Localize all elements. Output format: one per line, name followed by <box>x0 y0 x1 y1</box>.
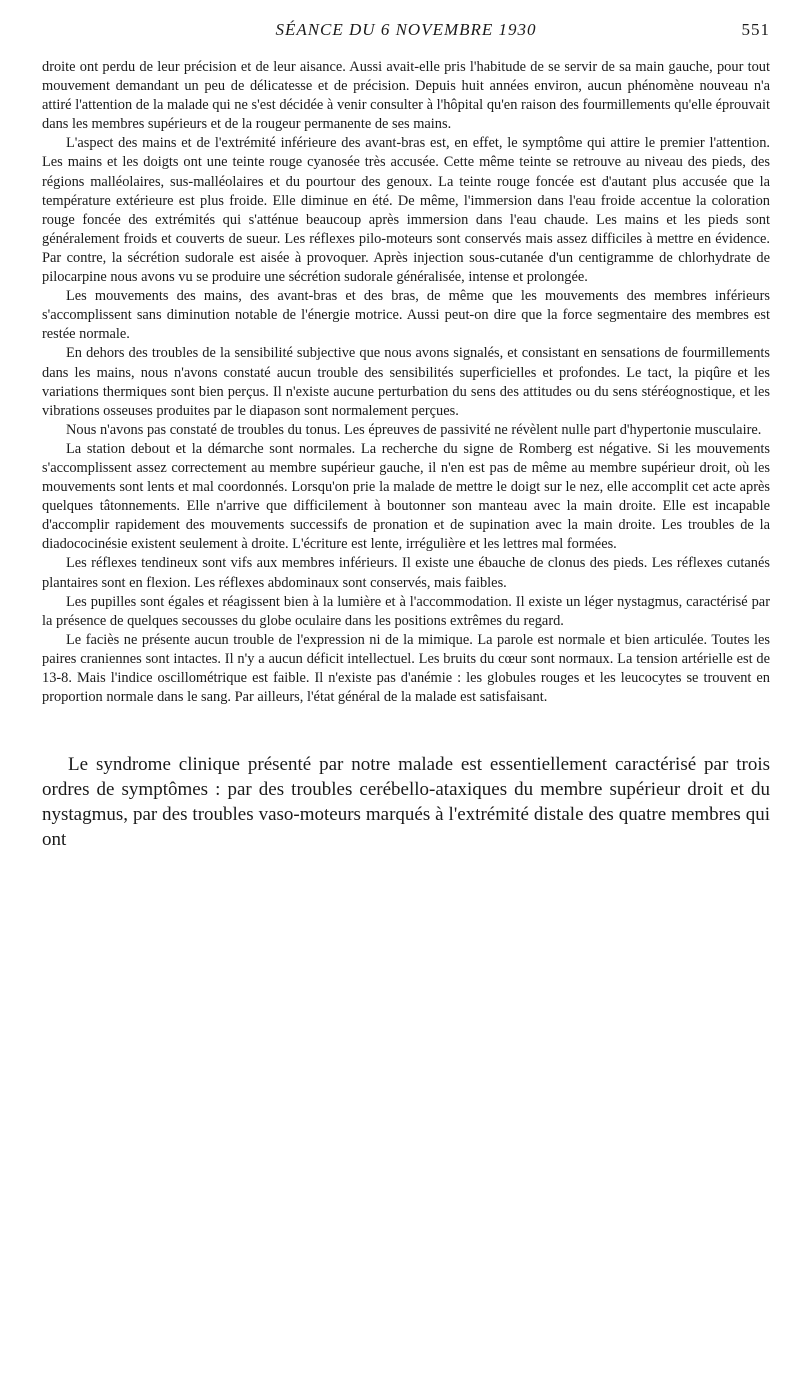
paragraph-station: La station debout et la démarche sont normales. La recherche du signe de Romberg est négative. Si les mouvements s'accomplissent assez correctement au membre supérieur gauche, il n'en est pas de même au membre supérieur droit, où les mouvements sont lents et mal coordonnés. Lorsqu'on prie la malade de mettre le doigt sur le nez, elle accomplit cet acte après quelques tâtonnements. Elle n'arrive que difficilement à boutonner son manteau avec la main droite. Elle est incapable d'accomplir rapidement des mouvements successifs de pronation et de supination avec la main droite. Les troubles de la diadococinésie existent seulement à droite. L'écriture est lente, irrégulière et les lettres mal formées. <box>42 440 770 553</box>
paragraph-continuation: droite ont perdu de leur précision et de leur aisance. Aussi avait-elle pris l'habitude de se servir de sa main gauche, pour tout mouvement demandant un peu de délicatesse et de précision. Depuis huit années environ, aucun phénomène nouveau n'a attiré l'attention de la malade qui ne s'est décidée à venir consulter à l'hôpital qu'en raison des fourmillements qu'elle éprouvait dans les membres supérieurs et de la rougeur permanente de ses mains. <box>42 59 770 133</box>
conclusion-section <box>42 753 770 852</box>
paragraph-sensibility: En dehors des troubles de la sensibilité subjective que nous avons signalés, et consistant en sensations de fourmillements dans les mains, nous n'avons constaté aucun trouble des sensibilités superficielles et profondes. Le tact, la piqûre et les variations thermiques sont bien perçus. Il n'existe aucune perturbation du sens des attitudes ou du sens stéréognostique, et les vibrations osseuses produites par le diapason sont normalement perçues. <box>42 345 770 419</box>
running-header <box>42 20 770 50</box>
paragraph-movements: Les mouvements des mains, des avant-bras et des bras, de même que les mouvements des membres inférieurs s'accomplissent sans diminution notable de l'énergie motrice. Aussi peut-on dire que la force segmentaire des membres est restée normale. <box>42 288 770 343</box>
running-title: SÉANCE DU 6 NOVEMBRE 1930 <box>275 20 537 39</box>
conclusion-paragraph: Le syndrome clinique présenté par notre malade est essentiellement caractérisé par trois ordres de symptômes : par des troubles cerébello-ataxiques du membre supérieur droit et du nystagmus, par des troubles vaso-moteurs marqués à l'extrémité distale des quatre membres qui ont <box>42 754 770 850</box>
paragraph-pupils: Les pupilles sont égales et réagissent bien à la lumière et à l'accommodation. Il existe un léger nystagmus, caractérisé par la présence de quelques secousses du globe oculaire dans les positions extrêmes du regard. <box>42 593 770 629</box>
paragraph-tonus: Nous n'avons pas constaté de troubles du tonus. Les épreuves de passivité ne révèlent nulle part d'hypertonie musculaire. <box>66 421 762 438</box>
paragraph-symptom-aspect: L'aspect des mains et de l'extrémité inférieure des avant-bras est, en effet, le symptôme qui attire le premier l'attention. Les mains et les doigts ont une teinte rouge cyanosée très accusée. Cette même teinte se retrouve au niveau des pieds, des régions malléolaires, sus-malléolaires et du pourtour des genoux. La teinte rouge foncée est d'autant plus accusée que la température extérieure est plus froide. Elle diminue en été. De même, l'immersion dans l'eau froide accentue la coloration rouge foncée des extrémités qui s'atténue beaucoup après immersion dans l'eau chaude. Les mains et les pieds sont généralement froids et couverts de sueur. Les réflexes pilo-moteurs sont conservés mais assez difficiles à mettre en évidence. Par contre, la sécrétion sudorale est aisée à provoquer. Après injection sous-cutanée d'un centigramme de chlorhydrate de pilocarpine nous avons vu se produire une sécrétion sudorale généralisée, intense et prolongée. <box>42 135 770 286</box>
paragraph-facies: Le faciès ne présente aucun trouble de l'expression ni de la mimique. La parole est normale et bien articulée. Toutes les paires craniennes sont intactes. Il n'y a aucun déficit intellectuel. Les bruits du cœur sont normaux. La tension artérielle est de 13-8. Mais l'indice oscillométrique est faible. Il n'existe pas d'anémie : les globules rouges et les leucocytes se trouvent en proportion normale dans le sang. Par ailleurs, l'état général de la malade est satisfaisant. <box>42 631 770 706</box>
body-text <box>42 58 770 707</box>
paragraph-reflexes: Les réflexes tendineux sont vifs aux membres inférieurs. Il existe une ébauche de clonus des pieds. Les réflexes cutanés plantaires sont en flexion. Les réflexes abdominaux sont conservés, mais faibles. <box>42 555 770 591</box>
page-number: 551 <box>741 20 770 39</box>
